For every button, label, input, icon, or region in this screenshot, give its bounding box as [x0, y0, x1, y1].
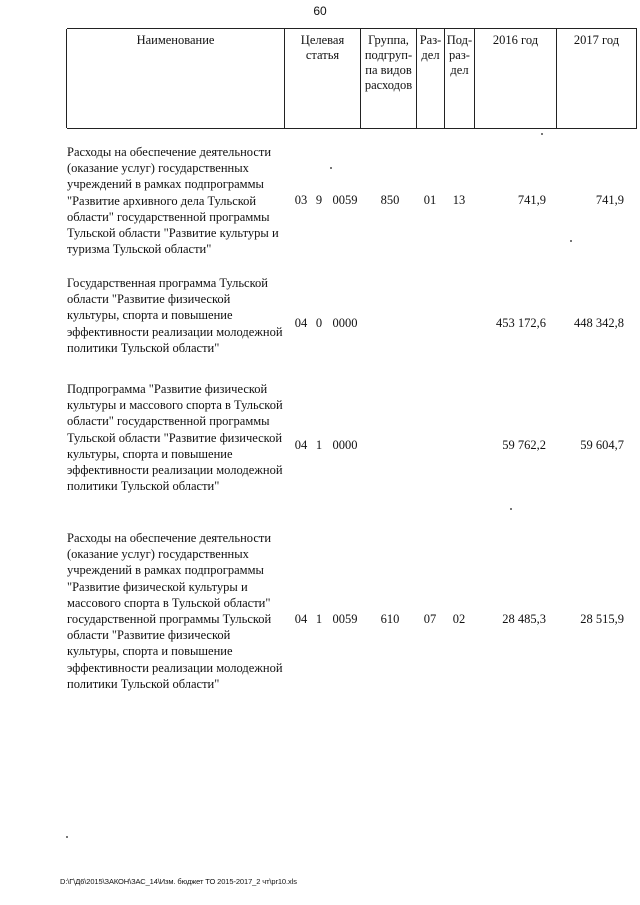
- row-name: Расходы на обеспечение деятельности (оказание услуг) государственных учреждений в рамках подпрограммы "Развитие физической культуры и массового спорта в Тульской области" государственной программы Тульской области "Развитие физической культуры, спорта и повышение эффективности реализации молодежной политики Тульской области": [67, 531, 283, 691]
- row-group: 850: [380, 193, 400, 207]
- header-target-article-cell: [284, 29, 360, 128]
- row-subsection: 02: [452, 612, 466, 626]
- header-2016: 2016 год: [492, 33, 539, 47]
- row-2016: 453 172,6: [496, 316, 546, 330]
- header-name: Наименование: [136, 33, 215, 47]
- row-code-b: 9: [315, 193, 323, 207]
- row-code-b: 1: [315, 438, 323, 452]
- header-group-line: Группа,: [368, 33, 409, 47]
- footer-file-path: D:\Г\Д6\2015\ЗАКОН\ЗАС_14\Изм. бюджет ТО 2015-2017_2 чт\pr10.xls: [60, 877, 297, 886]
- header-subsection-cell: [444, 29, 474, 128]
- row-code-c: 0059: [332, 612, 358, 626]
- scan-speck: [330, 167, 332, 169]
- row-subsection: 13: [452, 193, 466, 207]
- row-code-a: 04: [294, 612, 308, 626]
- header-section-line: Раз-: [419, 33, 442, 47]
- header-2017-cell: [556, 29, 637, 128]
- row-2017: 28 515,9: [580, 612, 624, 626]
- row-2017: 59 604,7: [580, 438, 624, 452]
- header-group-line: подгруп-: [364, 48, 413, 62]
- row-2016: 28 485,3: [502, 612, 546, 626]
- header-section-line: дел: [421, 48, 440, 62]
- row-section: 07: [423, 612, 437, 626]
- row-name: Подпрограмма "Развитие физической культуры и массового спорта в Тульской области" государственной программы Тульской области "Развитие физической культуры, спорта и повышение эффективности реализации молодежной политики Тульской области": [67, 382, 283, 494]
- row-code-a: 03: [294, 193, 308, 207]
- row-section: 01: [423, 193, 437, 207]
- page-number: 60: [313, 4, 327, 18]
- header-target-article-line: статья: [305, 48, 340, 62]
- row-code-c: 0000: [332, 316, 358, 330]
- row-group: 610: [380, 612, 400, 626]
- header-2017: 2017 год: [573, 33, 620, 47]
- row-code-a: 04: [294, 316, 308, 330]
- row-name: Расходы на обеспечение деятельности (оказание услуг) государственных учреждений в рамках подпрограммы "Развитие архивного дела Тульской области" государственной программы Тульской области "Развитие культуры и туризма Тульской области": [67, 145, 279, 257]
- row-name: Государственная программа Тульской области "Развитие физической культуры, спорта и повышение эффективности реализации молодежной политики Тульской области": [67, 276, 283, 355]
- header-2016-cell: [474, 29, 556, 128]
- header-group-line: па видов: [365, 63, 412, 77]
- row-code-b: 0: [315, 316, 323, 330]
- scan-speck: [541, 133, 543, 135]
- row-code-c: 0059: [332, 193, 358, 207]
- header-group-line: расходов: [364, 78, 413, 92]
- scan-speck: [570, 240, 572, 242]
- header-target-article-line: Целевая: [300, 33, 345, 47]
- table-header: [67, 28, 637, 129]
- header-section-cell: [416, 29, 444, 128]
- row-code-a: 04: [294, 438, 308, 452]
- header-subsection-line: Под-: [446, 33, 473, 47]
- header-group-cell: [360, 29, 416, 128]
- scan-speck: [510, 508, 512, 510]
- row-2016: 59 762,2: [502, 438, 546, 452]
- row-2017: 448 342,8: [574, 316, 624, 330]
- header-subsection-line: дел: [450, 63, 469, 77]
- header-subsection-line: раз-: [449, 48, 470, 62]
- scan-speck: [66, 836, 68, 838]
- header-name-cell: [66, 29, 284, 128]
- row-code-c: 0000: [332, 438, 358, 452]
- row-2017: 741,9: [595, 193, 624, 207]
- row-2016: 741,9: [517, 193, 546, 207]
- row-code-b: 1: [315, 612, 323, 626]
